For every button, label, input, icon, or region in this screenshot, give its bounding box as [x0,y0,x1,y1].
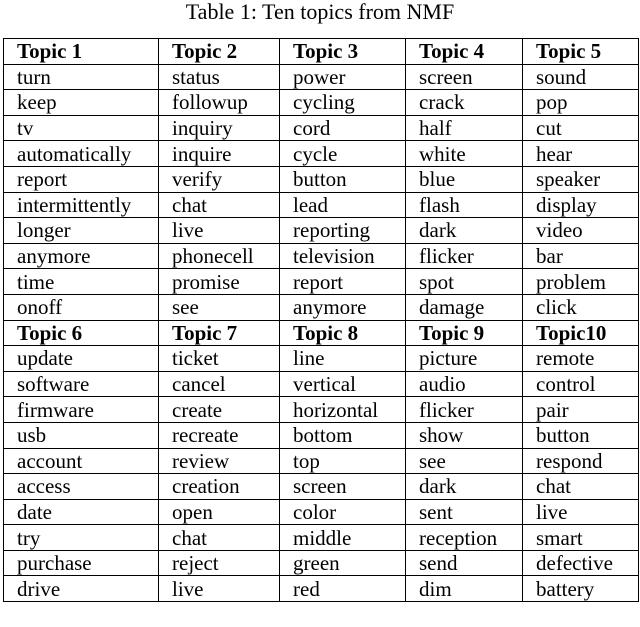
topic-word-cell: live [159,218,280,244]
topic-word-cell: automatically [4,141,159,167]
topic-word-cell: button [280,166,406,192]
table-caption: Table 1: Ten topics from NMF [185,0,455,24]
topic-word-cell: pair [523,397,639,423]
topic-word-cell: usb [4,422,159,448]
topic-word-cell: power [280,64,406,90]
topic-word-cell: creation [159,474,280,500]
topic-word-cell: anymore [4,243,159,269]
topic-word-cell: damage [406,294,523,320]
topic-header-cell: Topic10 [523,320,639,346]
topic-word-cell: red [280,576,406,602]
table-row [4,371,639,397]
topic-word-cell: vertical [280,371,406,397]
topic-word-cell: show [406,422,523,448]
table-row [4,90,639,116]
topic-word-cell: remote [523,346,639,372]
table-row [4,397,639,423]
topic-word-cell: bottom [280,422,406,448]
topic-word-cell: color [280,499,406,525]
topics-table [3,38,639,602]
topic-word-cell: status [159,64,280,90]
topic-word-cell: turn [4,64,159,90]
topic-header-cell: Topic 5 [523,39,639,65]
topic-word-cell: report [280,269,406,295]
topic-word-cell: screen [280,474,406,500]
topic-word-cell: click [523,294,639,320]
table-row [4,192,639,218]
topic-word-cell: chat [523,474,639,500]
topic-word-cell: keep [4,90,159,116]
topic-word-cell: longer [4,218,159,244]
topic-word-cell: intermittently [4,192,159,218]
topic-word-cell: control [523,371,639,397]
topic-word-cell: green [280,550,406,576]
table-row [4,499,639,525]
topic-word-cell: dark [406,474,523,500]
topic-word-cell: create [159,397,280,423]
topic-word-cell: battery [523,576,639,602]
topic-word-cell: flicker [406,243,523,269]
table-row [4,166,639,192]
topic-word-cell: anymore [280,294,406,320]
topic-word-cell: promise [159,269,280,295]
topic-word-cell: followup [159,90,280,116]
topic-header-cell: Topic 7 [159,320,280,346]
topic-word-cell: cycling [280,90,406,116]
topic-word-cell: see [159,294,280,320]
topic-word-cell: speaker [523,166,639,192]
topic-word-cell: onoff [4,294,159,320]
topic-word-cell: video [523,218,639,244]
topic-word-cell: update [4,346,159,372]
topic-word-cell: dark [406,218,523,244]
topic-word-cell: live [159,576,280,602]
table-row [4,474,639,500]
table-row [4,218,639,244]
table-row [4,422,639,448]
topic-header-cell: Topic 3 [280,39,406,65]
topic-word-cell: pop [523,90,639,116]
topic-word-cell: account [4,448,159,474]
topic-word-cell: flash [406,192,523,218]
topic-header-cell: Topic 9 [406,320,523,346]
topic-word-cell: hear [523,141,639,167]
table-header-row [4,320,639,346]
topic-word-cell: display [523,192,639,218]
topic-word-cell: send [406,550,523,576]
topic-word-cell: top [280,448,406,474]
topic-header-cell: Topic 1 [4,39,159,65]
table-header-row [4,39,639,65]
table-row [4,346,639,372]
topic-word-cell: sent [406,499,523,525]
topic-word-cell: inquire [159,141,280,167]
topic-word-cell: software [4,371,159,397]
topic-word-cell: dim [406,576,523,602]
topic-word-cell: inquiry [159,115,280,141]
topic-word-cell: ticket [159,346,280,372]
topic-word-cell: try [4,525,159,551]
topic-word-cell: screen [406,64,523,90]
table-row [4,576,639,602]
topic-word-cell: spot [406,269,523,295]
topic-word-cell: drive [4,576,159,602]
topic-word-cell: white [406,141,523,167]
table-row [4,64,639,90]
topic-word-cell: purchase [4,550,159,576]
topic-header-cell: Topic 2 [159,39,280,65]
topic-word-cell: date [4,499,159,525]
topic-word-cell: television [280,243,406,269]
topic-word-cell: chat [159,192,280,218]
topic-word-cell: firmware [4,397,159,423]
topic-word-cell: reporting [280,218,406,244]
table-row [4,269,639,295]
table-row [4,550,639,576]
topic-word-cell: smart [523,525,639,551]
table-row [4,115,639,141]
table-row [4,525,639,551]
topic-word-cell: line [280,346,406,372]
topic-word-cell: report [4,166,159,192]
topic-word-cell: sound [523,64,639,90]
topic-word-cell: access [4,474,159,500]
topic-word-cell: horizontal [280,397,406,423]
topic-word-cell: lead [280,192,406,218]
topic-word-cell: review [159,448,280,474]
topic-word-cell: crack [406,90,523,116]
topic-word-cell: cut [523,115,639,141]
topic-word-cell: time [4,269,159,295]
table-row [4,448,639,474]
topic-word-cell: cancel [159,371,280,397]
topic-word-cell: open [159,499,280,525]
topic-word-cell: defective [523,550,639,576]
topic-word-cell: flicker [406,397,523,423]
topic-word-cell: respond [523,448,639,474]
topic-word-cell: see [406,448,523,474]
topic-word-cell: reception [406,525,523,551]
topic-word-cell: half [406,115,523,141]
topic-header-cell: Topic 4 [406,39,523,65]
topic-word-cell: picture [406,346,523,372]
topic-word-cell: live [523,499,639,525]
topic-word-cell: audio [406,371,523,397]
topic-header-cell: Topic 8 [280,320,406,346]
topic-word-cell: cord [280,115,406,141]
topic-word-cell: chat [159,525,280,551]
table-row [4,294,639,320]
topic-word-cell: bar [523,243,639,269]
table-row [4,243,639,269]
topic-word-cell: reject [159,550,280,576]
topic-word-cell: button [523,422,639,448]
topic-word-cell: tv [4,115,159,141]
topic-word-cell: blue [406,166,523,192]
table-row [4,141,639,167]
topic-word-cell: middle [280,525,406,551]
topics-table-body [4,39,639,602]
topic-word-cell: recreate [159,422,280,448]
topic-header-cell: Topic 6 [4,320,159,346]
topic-word-cell: phonecell [159,243,280,269]
topic-word-cell: cycle [280,141,406,167]
topic-word-cell: problem [523,269,639,295]
topic-word-cell: verify [159,166,280,192]
